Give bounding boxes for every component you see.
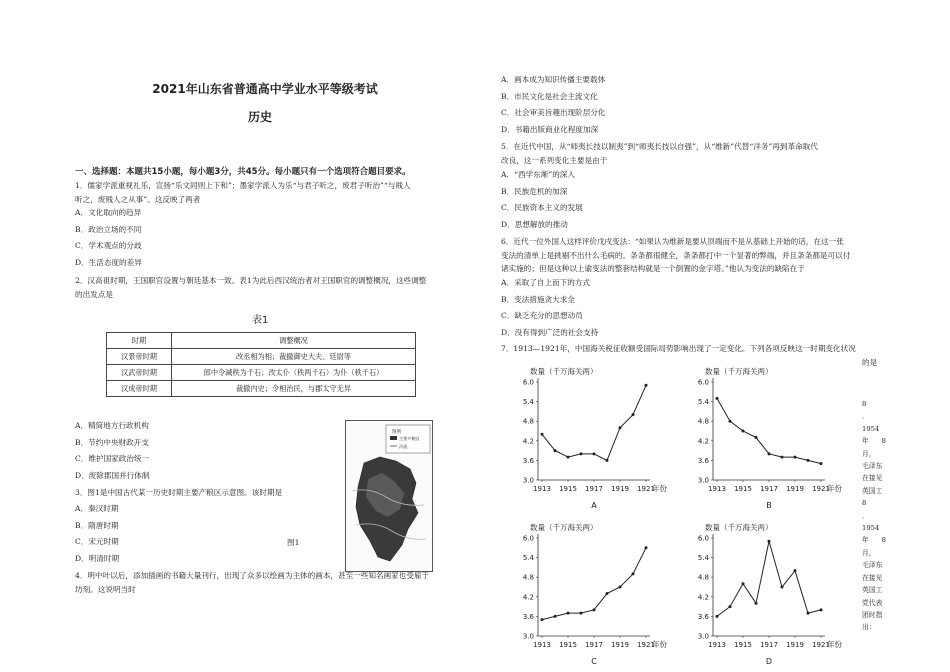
chart-y-tick-label: 5.4 (522, 398, 534, 407)
chart-series-line (717, 541, 821, 616)
q2-option-c[interactable]: C．维护国家政治统一 (75, 454, 150, 463)
chart-y-tick-label: 3.6 (697, 612, 709, 621)
chart-data-point (755, 436, 758, 439)
q5-option-a[interactable]: A．“西学东渐”的深入 (501, 170, 575, 179)
chart-x-label: 年份 (652, 484, 667, 493)
legend-swatch-grain (390, 436, 397, 440)
table-header: 调整概况 (172, 333, 416, 349)
chart-x-tick-label: 1921 (812, 641, 830, 649)
map-legend-title: 图例 (392, 430, 401, 435)
chart-y-tick-label: 6.0 (697, 378, 709, 387)
chart-d (680, 518, 840, 668)
chart-y-tick-label: 3.6 (522, 456, 534, 465)
q7-stem: 7．1913—1921年，中国海关税征收额受国际局势影响出现了一定变化。下列各项反映这一时期变化状况 (501, 344, 856, 353)
chart-x-label: 年份 (827, 640, 842, 649)
chart-x-tick-label: 1915 (734, 485, 752, 493)
table-title: 表1 (252, 315, 269, 326)
chart-data-point (619, 586, 622, 589)
q2-option-d[interactable]: D．废除郡国并行体制 (75, 470, 150, 480)
chart-data-point (781, 456, 784, 459)
q1-stem: 1．儒家学派重视礼乐，宣扬“乐文同则上下和”；墨家学派人为乐“与君子听之，废君子听治”“与贱人 听之，废贱人之从事”。这反映了两者 (75, 181, 411, 204)
table-header-row (107, 333, 416, 349)
chart-option-label: B (766, 501, 772, 510)
chart-y-label: 数量（千万海关两） (705, 367, 773, 376)
grain-region-map (345, 420, 433, 572)
table-cell: 改丞相为相；裁撤御史大夫、廷尉等 (172, 349, 416, 365)
chart-x-label: 年份 (827, 484, 842, 493)
chart-b (680, 362, 840, 512)
q5-options (501, 169, 583, 235)
chart-y-tick-label: 3.0 (522, 632, 534, 641)
chart-y-tick-label: 5.4 (697, 398, 709, 407)
chart-y-tick-label: 4.8 (697, 417, 709, 426)
chart-data-point (593, 608, 596, 611)
q3-stem: 3．图1是中国古代某一历史时期主要产粮区示意图。该时期是 (75, 488, 283, 497)
chart-y-tick-label: 3.0 (697, 632, 709, 641)
chart-data-point (742, 582, 745, 585)
chart-data-point (716, 615, 719, 618)
map-legend-river: 河流 (399, 444, 408, 449)
q4-option-b[interactable]: B．市民文化是社会主流文化 (501, 91, 598, 101)
chart-data-point (781, 586, 784, 589)
table-row (107, 381, 416, 397)
q4-options (501, 74, 606, 140)
table-row (107, 349, 416, 365)
chart-y-tick-label: 4.8 (522, 573, 534, 582)
q6-option-c[interactable]: C．缺乏充分的思想动员 (501, 311, 583, 320)
chart-data-point (593, 452, 596, 455)
chart-y-tick-label: 6.0 (522, 378, 534, 387)
chart-data-point (820, 608, 823, 611)
chart-data-point (794, 456, 797, 459)
chart-series-line (542, 385, 646, 460)
chart-data-point (619, 426, 622, 429)
chart-data-point (645, 384, 648, 387)
chart-data-point (632, 572, 635, 575)
chart-data-point (729, 420, 732, 423)
chart-data-point (768, 452, 771, 455)
q3-option-d[interactable]: D．明清时期 (75, 553, 120, 563)
chart-data-point (541, 618, 544, 621)
q1-options (75, 207, 142, 273)
q1-option-d[interactable]: D．生活态度的差异 (75, 257, 142, 267)
chart-x-tick-label: 1915 (559, 485, 577, 493)
chart-x-tick-label: 1917 (585, 641, 603, 649)
chart-data-point (807, 459, 810, 462)
table-cell: 汉成帝时期 (107, 381, 172, 397)
chart-y-tick-label: 4.2 (697, 437, 709, 446)
chart-data-point (794, 569, 797, 572)
chart-y-tick-label: 6.0 (697, 534, 709, 543)
exam-title: 2021年山东省普通高中学业水平等级考试 (152, 82, 378, 96)
chart-data-point (645, 546, 648, 549)
chart-data-point (632, 413, 635, 416)
chart-data-point (716, 397, 719, 400)
map-legend-grain: 主要产粮区 (399, 436, 420, 441)
chart-c (505, 518, 665, 668)
chart-x-tick-label: 1921 (812, 485, 830, 493)
map-graphic (346, 421, 432, 571)
chart-option-label: D (765, 657, 773, 666)
table-row (107, 365, 416, 381)
q3-option-a[interactable]: A．秦汉时期 (75, 504, 119, 513)
chart-x-tick-label: 1917 (760, 485, 778, 493)
chart-data-point (755, 602, 758, 605)
chart-y-tick-label: 5.4 (522, 554, 534, 563)
chart-data-point (768, 540, 771, 543)
chart-x-label: 年份 (652, 640, 667, 649)
subject-title: 历史 (247, 110, 272, 124)
q1-option-a[interactable]: A．文化取向的趋异 (75, 208, 142, 217)
q4-stem: 4．明中叶以后，添加插画的书籍大量刊行，出现了众多以绘画为主体的画本，甚至一些知名画家也受雇于 坊刻。这说明当时 (75, 571, 430, 594)
chart-y-label: 数量（千万海关两） (530, 367, 598, 376)
chart-data-point (807, 612, 810, 615)
q1-option-b[interactable]: B．政治立场的不同 (75, 224, 142, 234)
chart-y-tick-label: 4.8 (697, 573, 709, 582)
q4-option-a[interactable]: A．画本成为知识传播主要载体 (501, 75, 606, 84)
table-cell: 汉景帝时期 (107, 349, 172, 365)
chart-data-point (580, 612, 583, 615)
chart-y-tick-label: 6.0 (522, 534, 534, 543)
chart-data-point (567, 456, 570, 459)
chart-a (505, 362, 665, 512)
q2-option-a[interactable]: A．精简地方行政机构 (75, 421, 149, 430)
chart-data-point (567, 612, 570, 615)
chart-x-tick-label: 1913 (533, 485, 551, 493)
table-cell: 裁撤内史；令相治民，与郡太守无异 (172, 381, 416, 397)
chart-x-tick-label: 1919 (611, 485, 629, 493)
chart-y-tick-label: 4.8 (522, 417, 534, 426)
section-heading: 一、选择题：本题共15小题，每小题3分，共45分。每小题只有一个选项符合题目要求。 (75, 167, 411, 177)
chart-option-label: C (591, 657, 597, 666)
chart-x-tick-label: 1915 (734, 641, 752, 649)
q5-option-c[interactable]: C．民族资本主义的发展 (501, 203, 583, 212)
chart-y-tick-label: 4.2 (522, 593, 534, 602)
table-cell: 汉武帝时期 (107, 365, 172, 381)
q4-option-c[interactable]: C．社会审美旨趣出现阶层分化 (501, 108, 606, 117)
chart-x-tick-label: 1921 (637, 641, 655, 649)
chart-x-tick-label: 1915 (559, 641, 577, 649)
chart-x-tick-label: 1919 (611, 641, 629, 649)
chart-y-tick-label: 4.2 (697, 593, 709, 602)
chart-data-point (541, 433, 544, 436)
table-header: 时期 (107, 333, 172, 349)
chart-option-label: A (591, 501, 597, 510)
chart-data-point (580, 452, 583, 455)
q6-option-a[interactable]: A．采取了自上而下的方式 (501, 278, 591, 287)
chart-x-tick-label: 1913 (708, 641, 726, 649)
chart-data-point (606, 459, 609, 462)
chart-y-tick-label: 3.6 (522, 612, 534, 621)
q6-option-d[interactable]: D．没有得到广泛的社会支持 (501, 327, 599, 337)
chart-y-tick-label: 5.4 (697, 554, 709, 563)
q4-option-d[interactable]: D．书籍出版商业化程度加深 (501, 124, 599, 134)
figure-1-label: 图1 (287, 538, 300, 547)
chart-x-tick-label: 1917 (585, 485, 603, 493)
q5-option-d[interactable]: D．思想解放的推动 (501, 219, 568, 229)
chart-x-tick-label: 1919 (786, 641, 804, 649)
q6-stem: 6．近代一位外国人这样评价戊戌变法：“如果认为维新是要从顶端而不是从基础上开始的话，在这一张 变法的清单上是挑剔不出什么毛病的。条条都很健全，条条都打中一个显著的弊端，并且条条都是可以付 诸实施的；但是这种以上谕变法的整套结构就是一个倒置的金字塔。”他认为变法的缺陷在于 (501, 237, 851, 273)
side-note: 8 ． 1954 年8月， 毛泽东 在接见 英国工 8 ． 1954 年8月， 毛泽东 在接见 英国工 党代表 团时指 出： (862, 400, 886, 632)
q3-option-c[interactable]: C．宋元时期 (75, 537, 119, 546)
q7-stem-end: 的是 (862, 358, 878, 367)
chart-y-label: 数量（千万海关两） (530, 523, 598, 532)
chart-y-tick-label: 3.6 (697, 456, 709, 465)
chart-y-label: 数量（千万海关两） (705, 523, 773, 532)
table-cell: 郎中令减秩为千石；改太仆（秩两千石）为仆（秩千石） (172, 365, 416, 381)
chart-y-tick-label: 3.0 (522, 476, 534, 485)
q3-option-b[interactable]: B．隋唐时期 (75, 520, 119, 530)
table-1 (106, 332, 416, 397)
q2-option-b[interactable]: B．节约中央财政开支 (75, 437, 149, 447)
chart-data-point (729, 605, 732, 608)
chart-data-point (742, 430, 745, 433)
q1-option-c[interactable]: C．学术观点的分歧 (75, 241, 142, 250)
chart-x-tick-label: 1913 (533, 641, 551, 649)
chart-data-point (554, 615, 557, 618)
chart-x-tick-label: 1913 (708, 485, 726, 493)
chart-x-tick-label: 1921 (637, 485, 655, 493)
q6-options (501, 277, 598, 343)
chart-data-point (606, 592, 609, 595)
q5-option-b[interactable]: B．民族危机的加深 (501, 186, 568, 196)
chart-y-tick-label: 3.0 (697, 476, 709, 485)
q5-stem: 5．在近代中国，从“师夷长技以制夷”到“师夷长技以自强”，从“维新”代替“洋务”再到革命取代 改良，这一系列变化主要是由于 (501, 142, 818, 165)
chart-data-point (820, 462, 823, 465)
chart-y-tick-label: 4.2 (522, 437, 534, 446)
q6-option-b[interactable]: B．变法措施贪大求全 (501, 294, 575, 304)
chart-data-point (554, 449, 557, 452)
chart-x-tick-label: 1917 (760, 641, 778, 649)
q2-stem: 2．汉高祖时期，王国职官设置与朝廷基本一致。表1为此后西汉统治者对王国职官的调整概况，这些调整 的出发点是 (75, 276, 427, 299)
q3-options (75, 503, 119, 569)
chart-x-tick-label: 1919 (786, 485, 804, 493)
q2-options (75, 420, 149, 486)
